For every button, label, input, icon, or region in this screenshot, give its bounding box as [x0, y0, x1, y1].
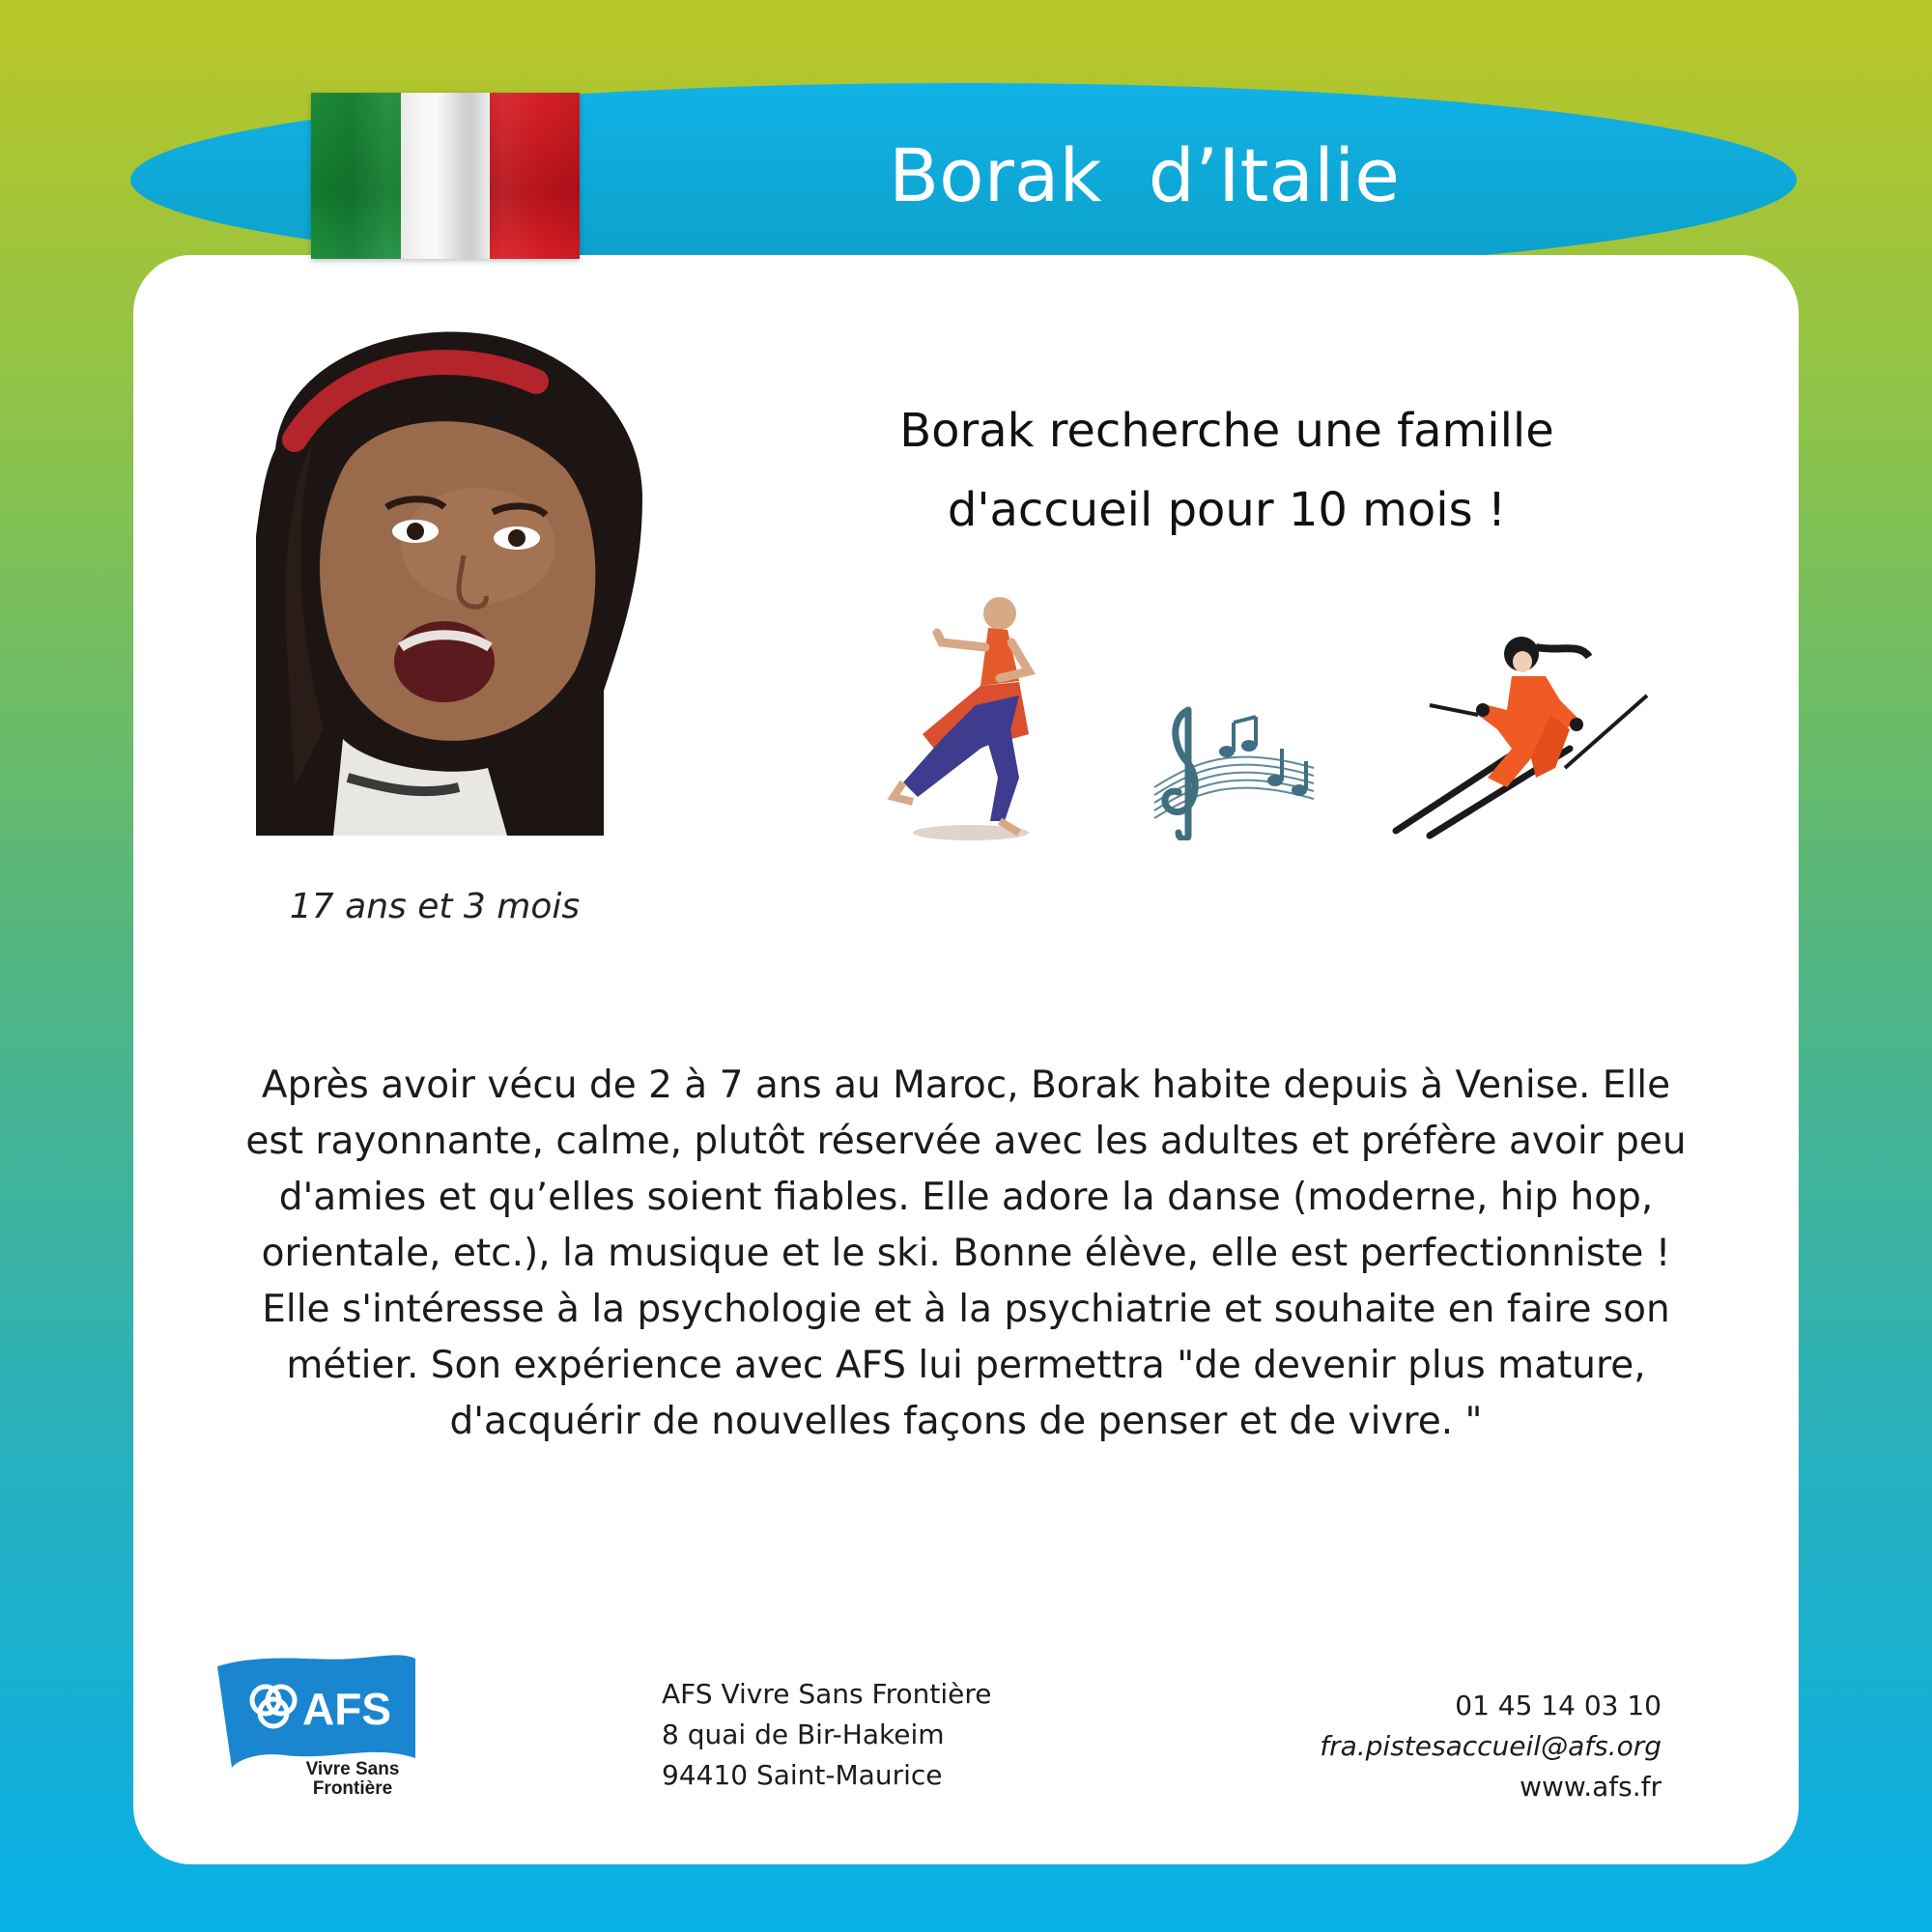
student-description: [179, 1058, 1753, 1450]
address-line-3: 94410 Saint-Maurice: [662, 1759, 943, 1791]
logo-caption-line-2: Frontière: [312, 1778, 393, 1799]
afs-logo-caption: [290, 1760, 415, 1799]
logo-caption-line-1: Vivre Sans: [305, 1759, 400, 1779]
headline-line-2: d'accueil pour 10 mois !: [947, 483, 1507, 537]
description-line: est rayonnante, calme, plutôt réservée avec les adultes et préfère avoir peu: [245, 1120, 1687, 1163]
description-line: Après avoir vécu de 2 à 7 ans au Maroc, Borak habite depuis à Venise. Elle: [261, 1064, 1671, 1107]
phone-number: 01 45 14 03 10: [1455, 1690, 1662, 1721]
address-line-1: AFS Vivre Sans Frontière: [662, 1678, 992, 1710]
italy-flag-icon: [311, 93, 580, 259]
description-line: orientale, etc.), la musique et le ski. Bonne élève, elle est perfectionniste !: [261, 1232, 1671, 1275]
headline-line-1: Borak recherche une famille: [899, 404, 1554, 458]
description-line: d'acquérir de nouvelles façons de penser et de vivre. ": [449, 1400, 1483, 1443]
description-line: d'amies et qu’elles soient fiables. Elle adore la danse (moderne, hip hop,: [278, 1176, 1654, 1219]
music-notes-icon: [1135, 696, 1319, 840]
dancer-icon: [884, 589, 1043, 845]
description-line: Elle s'intéresse à la psychologie et à la psychiatrie et souhaite en faire son: [262, 1288, 1670, 1331]
page-title: Borak d’Italie: [889, 132, 1400, 218]
student-age: 17 ans et 3 mois: [289, 887, 581, 926]
contact-info: [1188, 1686, 1662, 1807]
website-link[interactable]: www.afs.fr: [1520, 1771, 1662, 1803]
student-portrait: [256, 324, 642, 836]
email-link[interactable]: fra.pistesaccueil@afs.org: [1320, 1730, 1662, 1762]
skier-icon: [1391, 633, 1652, 840]
flag-wave-shading: [311, 93, 580, 259]
headline: [763, 391, 1690, 550]
afs-logo-text: AFS: [302, 1684, 391, 1734]
postal-address: [662, 1674, 1145, 1796]
address-line-2: 8 quai de Bir-Hakeim: [662, 1719, 945, 1750]
description-line: métier. Son expérience avec AFS lui permettra "de devenir plus mature,: [286, 1344, 1646, 1387]
